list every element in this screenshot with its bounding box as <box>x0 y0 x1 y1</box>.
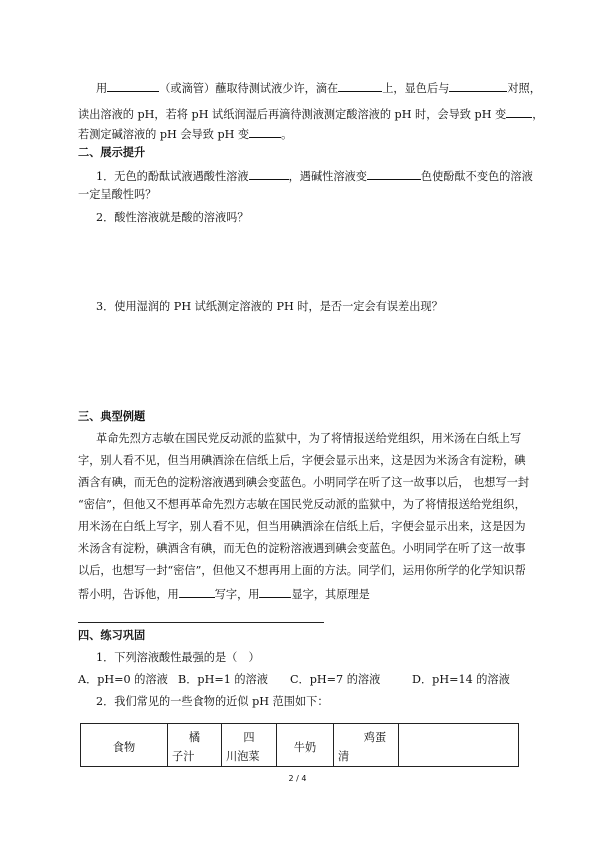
fill-line-1 <box>96 80 541 96</box>
paragraph-line: 米汤含有淀粉，碘酒含有碘，而无色的淀粉溶液遇到碘会变蓝色。小明同学在听了这一故事 <box>78 542 526 555</box>
blank[interactable] <box>506 106 532 118</box>
blank[interactable] <box>259 586 291 598</box>
paragraph-line: 字，别人看不见，但当用碘酒涂在信纸上后，字便会显示出来，这是因为米汤含有淀粉，碘 <box>78 454 526 467</box>
paragraph-line: 用米汤在白纸上写字，别人看不见，但当用碘酒涂在信纸上后，字便会显示出来，这是因为 <box>78 520 526 533</box>
blank[interactable] <box>449 80 507 92</box>
cell-text: 橘 <box>188 731 201 744</box>
fill-line-2 <box>78 106 543 122</box>
question-2: 2．酸性溶液就是酸的溶液吗？ <box>96 211 249 224</box>
table-cell <box>81 724 168 767</box>
section-title: 四、练习巩固 <box>78 629 146 642</box>
text: 帮小明，告诉他，用 <box>78 588 179 601</box>
paragraph-line: 以后，也想写一封“密信”，但他又不想再用上面的方法。同学们，运用你所学的化学知识帮 <box>78 564 526 577</box>
blank[interactable] <box>179 586 215 598</box>
blank[interactable] <box>249 126 281 138</box>
cell-text: 四 <box>243 731 255 744</box>
option-c: C．pH=7 的溶液 <box>290 673 381 686</box>
fill-line-3 <box>78 126 292 142</box>
question-3: 3．使用湿润的 PH 试纸测定溶液的 PH 时，是否一定会有误差出现？ <box>96 300 443 313</box>
text: 写字，用 <box>214 588 260 601</box>
question-2: 2．我们常见的一些食物的近似 pH 范围如下： <box>96 695 329 708</box>
paragraph-line: “密信”，但他又不想再革命先烈方志敏在国民党反动派的监狱中，为了将情报送给党组织， <box>78 498 526 511</box>
text: 色使酚酞不变色的溶液 <box>420 170 533 183</box>
table-cell <box>399 724 519 767</box>
page-number: 2 / 4 <box>288 774 307 783</box>
text: ， <box>532 108 544 121</box>
text: 1．无色的酚酞试液遇酸性溶液 <box>96 170 249 183</box>
text: （或滴管）蘸取待测试液少许，滴在 <box>159 82 339 95</box>
section-title: 三、典型例题 <box>78 410 146 423</box>
blank[interactable] <box>249 168 289 180</box>
text: 若测定碱溶液的 pH 会导致 pH 变 <box>78 128 250 141</box>
text: 显字，其原理是 <box>291 588 370 601</box>
table-cell <box>222 724 277 767</box>
table-cell <box>334 724 399 767</box>
option-a: A．pH=0 的溶液 <box>78 673 168 686</box>
text: 用 <box>96 82 108 95</box>
text: 读出溶液的 pH，若将 pH 试纸润湿后再滴待测液测定酸溶液的 pH 时，会导致 pH 变 <box>78 108 507 121</box>
question-1: 1．下列溶液酸性最强的是（ ） <box>96 651 260 664</box>
text: 上，显色后与 <box>382 82 450 95</box>
text: 对照， <box>507 82 541 95</box>
question-1 <box>96 168 533 184</box>
paragraph-line: 酒含有碘，而无色的淀粉溶液遇到碘会变蓝色。小明同学在听了这一故事以后， 也想写一封 <box>78 476 530 489</box>
cell-text: 川泡菜 <box>226 750 260 763</box>
cell-text: 牛奶 <box>293 741 317 754</box>
cell-text: 食物 <box>112 741 136 754</box>
table-cell <box>277 724 334 767</box>
cell-text: 子汁 <box>172 750 195 763</box>
option-b: B．pH=1 的溶液 <box>178 673 268 686</box>
cell-text: 清 <box>338 750 350 763</box>
paragraph-line: 革命先烈方志敏在国民党反动派的监狱中，为了将情报送给党组织，用米汤在白纸上写 <box>96 432 522 445</box>
food-ph-table <box>80 723 519 767</box>
section-title: 二、展示提升 <box>78 146 146 159</box>
table-cell <box>168 724 222 767</box>
text: 。 <box>281 128 293 141</box>
blank[interactable] <box>338 80 382 92</box>
cell-text: 鸡蛋 <box>363 731 387 744</box>
option-d: D．pH=14 的溶液 <box>412 673 510 686</box>
table-row <box>81 724 519 767</box>
blank[interactable] <box>107 80 159 92</box>
blank[interactable] <box>367 168 421 180</box>
paragraph-line-fill <box>78 586 370 602</box>
answer-line[interactable] <box>78 622 324 623</box>
text: ，遇碱性溶液变 <box>288 170 367 183</box>
question-1-cont: 一定呈酸性吗？ <box>78 188 157 201</box>
